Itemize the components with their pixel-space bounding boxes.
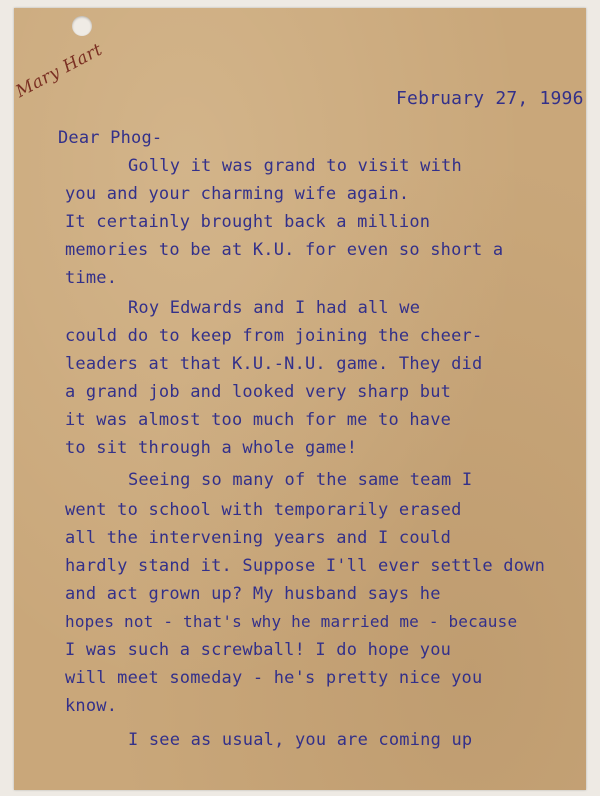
body-line: could do to keep from joining the cheer- (65, 326, 483, 346)
body-line: hopes not - that's why he married me - because (65, 612, 518, 631)
body-line: all the intervening years and I could (65, 528, 452, 548)
body-line: went to school with temporarily erased (65, 500, 462, 520)
body-line: and act grown up? My husband says he (65, 584, 441, 604)
body-line: it was almost too much for me to have (65, 410, 452, 430)
body-line: hardly stand it. Suppose I'll ever settle down (65, 556, 546, 576)
body-line: I see as usual, you are coming up (128, 730, 473, 750)
body-line: know. (65, 696, 118, 716)
body-line: a grand job and looked very sharp but (65, 382, 452, 402)
body-line: will meet someday - he's pretty nice you (65, 668, 483, 688)
letterhead-stamp: Mary Hart (12, 39, 106, 102)
body-line: you and your charming wife again. (65, 184, 410, 204)
body-line: I was such a screwball! I do hope you (65, 640, 452, 660)
body-line: Roy Edwards and I had all we (128, 298, 421, 318)
body-line: Seeing so many of the same team I (128, 470, 473, 490)
punch-hole (72, 16, 92, 36)
letter-date: February 27, 1996 (396, 88, 584, 109)
body-line: It certainly brought back a million (65, 212, 431, 232)
body-line: to sit through a whole game! (65, 438, 358, 458)
body-line: memories to be at K.U. for even so short a (65, 240, 504, 260)
body-line: Golly it was grand to visit with (128, 156, 462, 176)
salutation: Dear Phog- (58, 128, 163, 148)
body-line: time. (65, 268, 118, 288)
body-line: leaders at that K.U.-N.U. game. They did (65, 354, 483, 374)
